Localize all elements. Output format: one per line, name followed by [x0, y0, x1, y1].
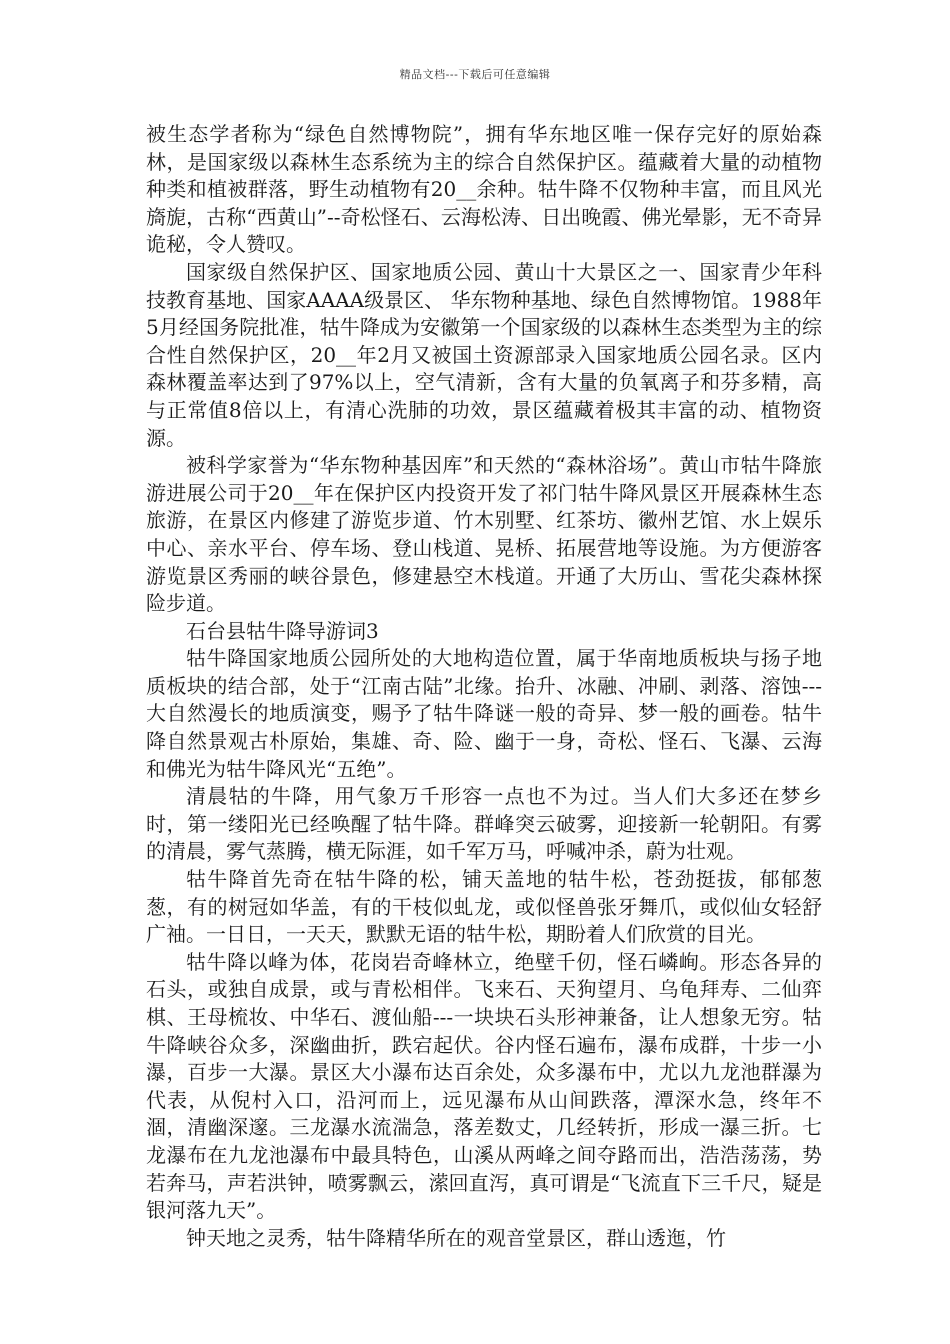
- paragraph: 牯牛降首先奇在牯牛降的松，铺天盖地的牯牛松，苍劲挺拔，郁郁葱葱，有的树冠如华盖，有的干枝似虬龙，或似怪兽张牙舞爪，或似仙女轻舒广袖。一日日，一天天，默默无语的牯牛松，期盼着人们欣赏的目光。: [146, 867, 822, 947]
- paragraph: 牯牛降以峰为体，花岗岩奇峰林立，绝壁千仞，怪石嶙峋。形态各异的石头，或独自成景，或与青松相伴。飞来石、天狗望月、乌龟拜寿、二仙弈棋、王母梳妆、中华石、渡仙船---一块块石头形神兼备，让人想象无穷。牯牛降峡谷众多，深幽曲折，跌宕起伏。谷内怪石遍布，瀑布成群，十步一小瀑，百步一大瀑。景区大小瀑布达百余处，众多瀑布中，尤以九龙池群瀑为代表，从倪村入口，沿河而上，远见瀑布从山间跌落，潭深水急，终年不涸，清幽深邃。三龙瀑水流湍急，落差数丈，几经转折，形成一瀑三折。七龙瀑布在九龙池瀑布中最具特色，山溪从两峰之间夺路而出，浩浩荡荡，势若奔马，声若洪钟，喷雾飘云，潆回直泻，真可谓是“飞流直下三千尺，疑是银河落九天”。: [146, 949, 822, 1223]
- document-body: [146, 121, 822, 1252]
- page-header-note: 精品文档---下载后可任意编辑: [399, 68, 551, 81]
- section-heading: 石台县牯牛降导游词3: [186, 618, 379, 643]
- paragraph: 清晨牯的牛降，用气象万千形容一点也不为过。当人们大多还在梦乡时，第一缕阳光已经唤醒了牯牛降。群峰突云破雾，迎接新一轮朝阳。有雾的清晨，雾气蒸腾，横无际涯，如千军万马，呼喊冲杀，蔚为壮观。: [146, 784, 822, 864]
- paragraph: 被生态学者称为“绿色自然博物院”，拥有华东地区唯一保存完好的原始森林，是国家级以森林生态系统为主的综合自然保护区。蕴藏着大量的动植物种类和植被群落，野生动植物有20__余种。牯牛降不仅物种丰富，而且风光旖旎，古称“西黄山”--奇松怪石、云海松涛、日出晚霞、佛光晕影，无不奇异诡秘，令人赞叹。: [146, 122, 822, 257]
- paragraph: 国家级自然保护区、国家地质公园、黄山十大景区之一、国家青少年科技教育基地、国家AAAA级景区、 华东物种基地、绿色自然博物馆。1988年5月经国务院批准，牯牛降成为安徽第一个国家级的以森林生态类型为主的综合性自然保护区，20__年2月又被国土资源部录入国家地质公园名录。区内森林覆盖率达到了97%以上，空气清新，含有大量的负氧离子和芬多精，高与正常值8倍以上，有清心洗肺的功效，景区蕴藏着极其丰富的动、植物资源。: [146, 259, 822, 450]
- paragraph: 钟天地之灵秀，牯牛降精华所在的观音堂景区，群山透迤，竹: [186, 1225, 726, 1250]
- paragraph: 牯牛降国家地质公园所处的大地构造位置，属于华南地质板块与扬子地质板块的结合部，处于“江南古陆”北缘。抬升、冰融、冲刷、剥落、溶蚀---大自然漫长的地质演变，赐予了牯牛降谜一般的奇异、梦一般的画卷。牯牛降自然景观古朴原始，集雄、奇、险、幽于一身，奇松、怪石、飞瀑、云海和佛光为牯牛降风光“五绝”。: [146, 646, 822, 781]
- paragraph: 被科学家誉为“华东物种基因库”和天然的“森林浴场”。黄山市牯牛降旅游进展公司于20__年在保护区内投资开发了祁门牯牛降风景区开展森林生态旅游，在景区内修建了游览步道、竹木别墅、红茶坊、徽州艺馆、水上娱乐中心、亲水平台、停车场、登山栈道、晃桥、拓展营地等设施。为方便游客游览景区秀丽的峡谷景色，修建悬空木栈道。开通了大历山、雪花尖森林探险步道。: [146, 453, 822, 616]
